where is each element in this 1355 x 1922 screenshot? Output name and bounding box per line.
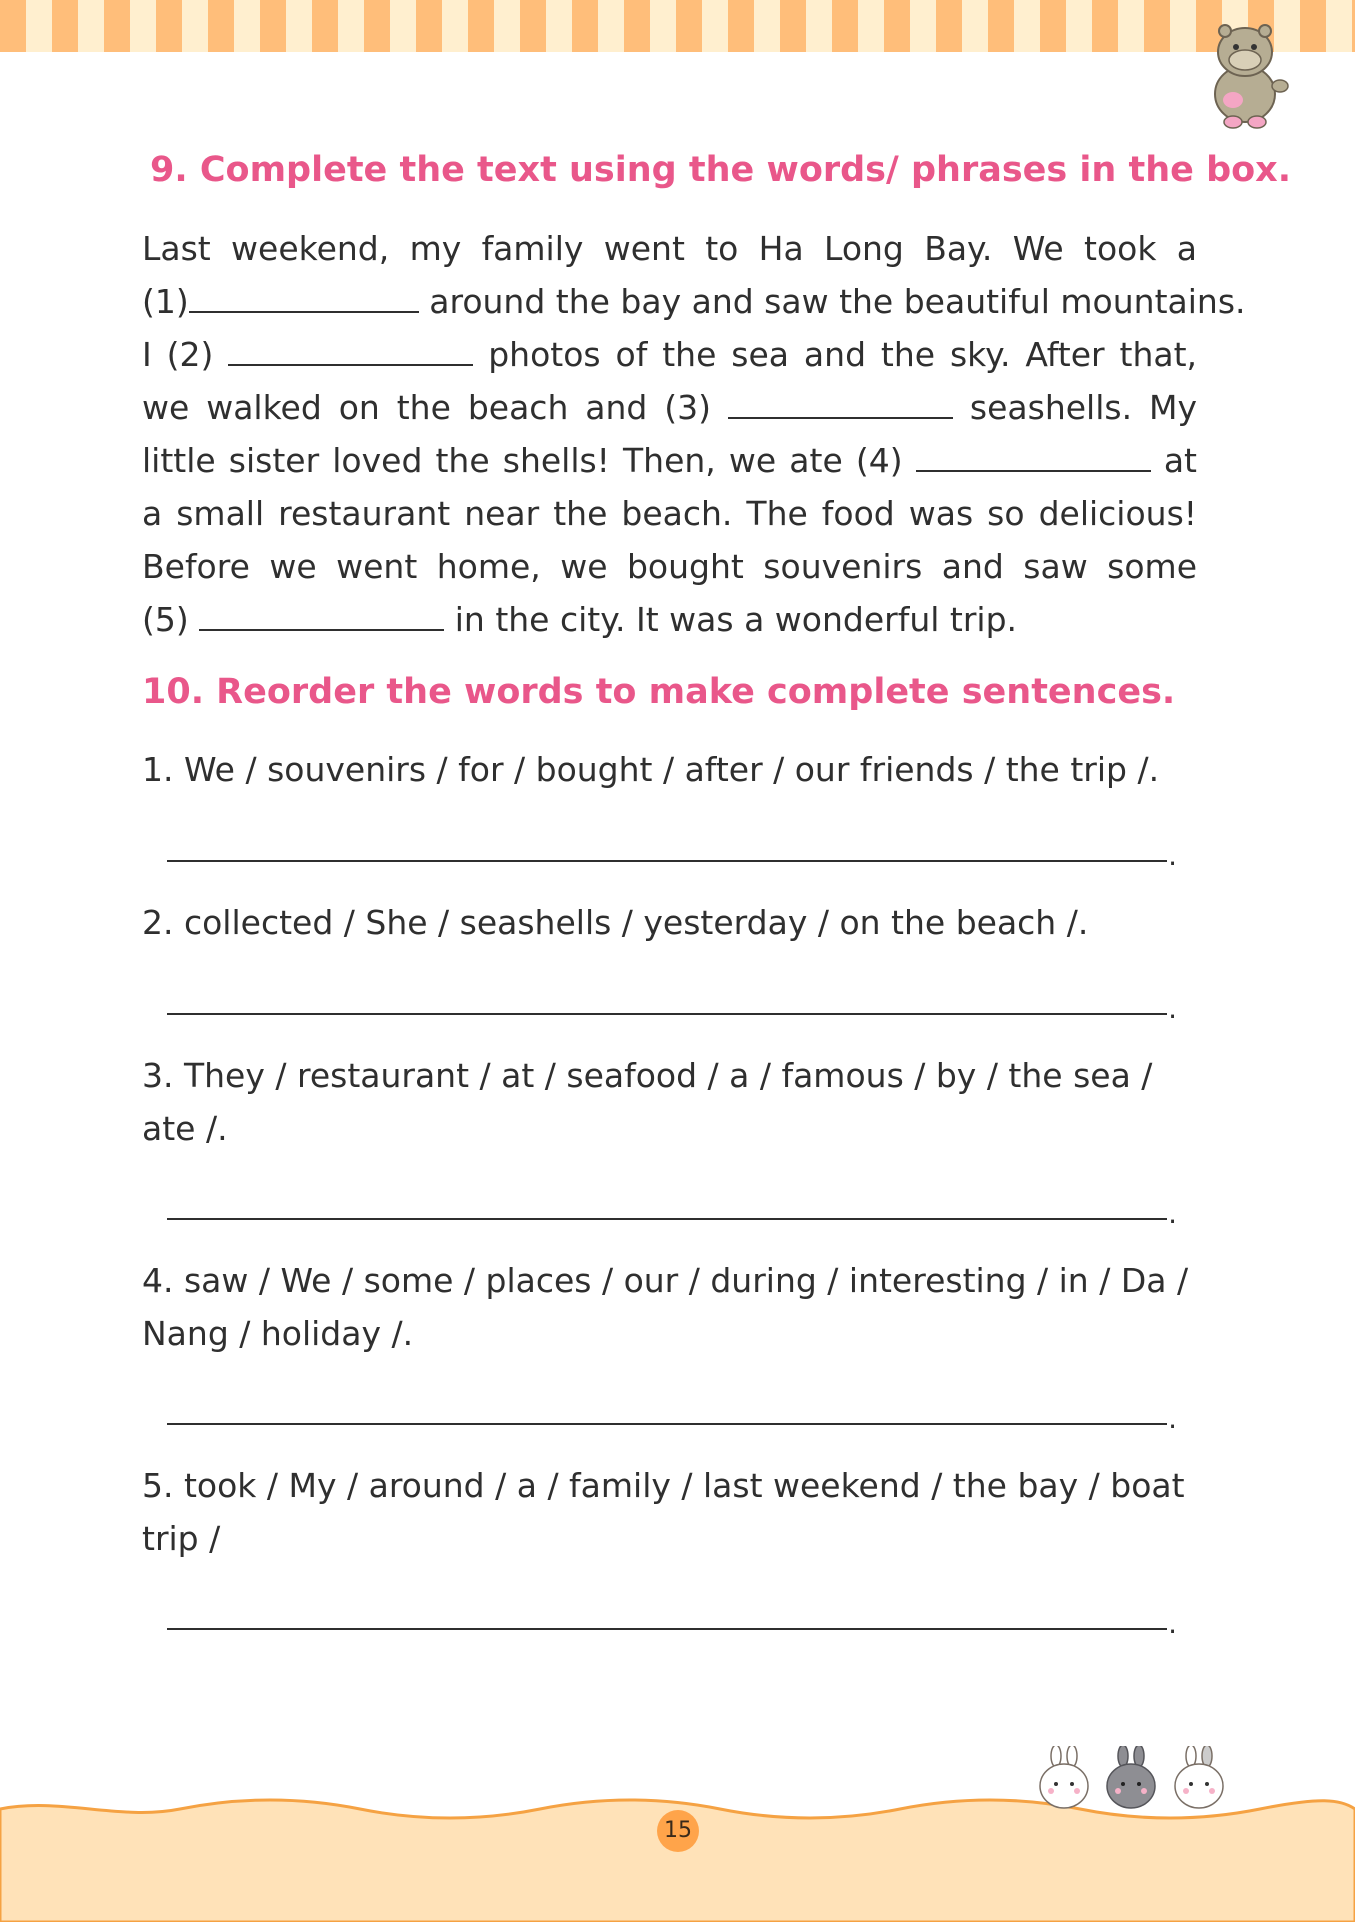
- paragraph-text: photos of the sea and the sky. After that,: [488, 335, 1198, 374]
- blank-3[interactable]: [728, 387, 953, 419]
- answer-period: .: [1168, 992, 1177, 1025]
- paragraph-text: a small restaurant near the beach. The food was so delicious!: [142, 494, 1197, 533]
- paragraph-line-7: [142, 540, 1197, 593]
- paragraph-text: at: [1163, 441, 1197, 480]
- answer-line-5[interactable]: [167, 1590, 1177, 1640]
- paragraph-line-5: [142, 434, 1197, 487]
- paragraph-line-2: [142, 275, 1246, 328]
- blank-number-1: (1): [142, 282, 189, 321]
- paragraph-text: little sister loved the shells! Then, we ate (4): [142, 441, 903, 480]
- paragraph-text: Before we went home, we bought souvenirs and saw some: [142, 547, 1197, 586]
- answer-line-2[interactable]: [167, 975, 1177, 1025]
- section-9-paragraph: [142, 222, 1246, 646]
- blank-4[interactable]: [916, 440, 1151, 472]
- answer-period: .: [1168, 1607, 1177, 1640]
- page-number: 15: [657, 1810, 699, 1852]
- blank-2[interactable]: [228, 334, 473, 366]
- blank-number-5: (5): [142, 600, 189, 639]
- bunny-icon: [1035, 1746, 1093, 1816]
- answer-period: .: [1168, 839, 1177, 872]
- paragraph-line-1: [142, 222, 1197, 275]
- answer-period: .: [1168, 1197, 1177, 1230]
- blank-1[interactable]: [189, 281, 419, 313]
- answer-line-4[interactable]: [167, 1385, 1177, 1435]
- paragraph-line-4: [142, 381, 1197, 434]
- section-9-title: 9. Complete the text using the words/ phrases in the box.: [150, 150, 1292, 190]
- paragraph-text: we walked on the beach and (3): [142, 388, 712, 427]
- question-5: 5. took / My / around / a / family / last weekend / the bay / boat trip /: [142, 1466, 1185, 1558]
- question-3: 3. They / restaurant / at / seafood / a / famous / by / the sea / ate /.: [142, 1056, 1153, 1148]
- paragraph-text: Last weekend, my family went to Ha Long Bay. We took a: [142, 229, 1197, 268]
- bunny-icon: [1102, 1746, 1160, 1816]
- section-10-title: 10. Reorder the words to make complete sentences.: [142, 672, 1176, 712]
- paragraph-text: in the city. It was a wonderful trip.: [454, 600, 1018, 639]
- answer-line-3[interactable]: [167, 1180, 1177, 1230]
- question-4: 4. saw / We / some / places / our / during / interesting / in / Da / Nang / holiday /.: [142, 1261, 1189, 1353]
- paragraph-line-6: [142, 487, 1197, 540]
- question-1: 1. We / souvenirs / for / bought / after / our friends / the trip /.: [142, 750, 1160, 789]
- question-2: 2. collected / She / seashells / yesterday / on the beach /.: [142, 903, 1089, 942]
- answer-period: .: [1168, 1402, 1177, 1435]
- blank-5[interactable]: [199, 599, 444, 631]
- bunny-icon: [1170, 1746, 1228, 1816]
- hippo-mascot-icon: [1195, 14, 1295, 134]
- top-stripe-border: [0, 0, 1355, 60]
- paragraph-line-3: [142, 328, 1197, 381]
- paragraph-text: around the bay and saw the beautiful mountains.: [429, 282, 1246, 321]
- paragraph-text: seashells. My: [969, 388, 1197, 427]
- answer-line-1[interactable]: [167, 822, 1177, 872]
- paragraph-line-8: [142, 593, 1197, 646]
- blank-number-2: I (2): [142, 335, 214, 374]
